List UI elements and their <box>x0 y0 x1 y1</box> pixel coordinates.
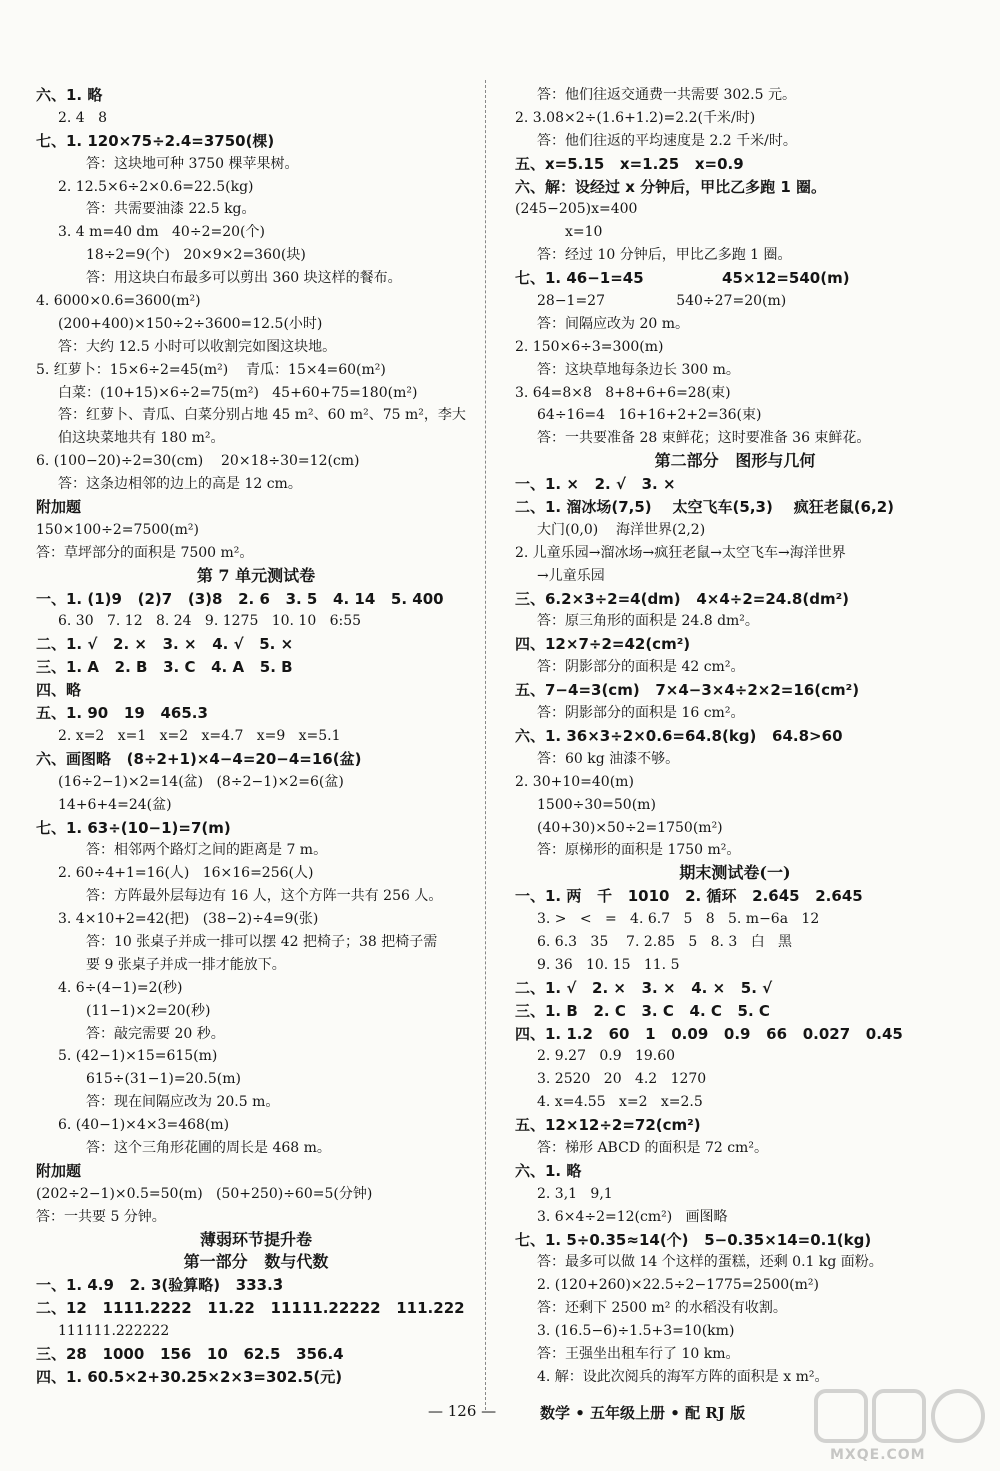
answer-line: 6. 30 7. 12 8. 24 9. 1275 10. 10 6:55 <box>58 613 362 630</box>
answer-line: 一、1. 两 千 1010 2. 循环 2.6̇4̇5 2.645 <box>515 887 863 906</box>
answer-line: 6. 6.3 35 7. 2.85 5 8. 3 白 黑 <box>537 933 793 950</box>
page-number: — 126 — <box>428 1402 497 1420</box>
answer-line: 四、1. 60.5×2+30.25×2×3=302.5(元) <box>36 1367 343 1386</box>
answer-line: 一、1. (1)9 (2)7 (3)8 2. 6 3. 5 4. 14 5. 400 <box>36 589 444 608</box>
answer-line: 一、1. 4.9 2. 3(验算略) 333.3̇ <box>36 1276 284 1295</box>
answer-line: (200+400)×150÷2÷3600=12.5(小时) <box>58 315 323 332</box>
answer-line: 答：现在间隔应改为 20.5 m。 <box>86 1094 280 1111</box>
answer-line: 答：还剩下 2500 m² 的水稻没有收割。 <box>537 1300 787 1317</box>
answer-line: 2. 30+10=40(m) <box>515 773 634 790</box>
answer-line: 2. 3.08×2÷(1.6+1.2)=2.2(千米/时) <box>515 109 756 126</box>
book-title: 数学 • 五年级上册 • 配 RJ 版 <box>540 1404 746 1422</box>
answer-line: 2. 4 8 <box>58 109 107 126</box>
watermark-text: MXQE.COM <box>830 1447 926 1463</box>
answer-line: 答：这个三角形花圃的周长是 468 m。 <box>86 1139 331 1156</box>
answer-line: 5. (42−1)×15=615(m) <box>58 1048 218 1065</box>
answer-line: 附加题 <box>36 1161 82 1180</box>
answer-line: 1500÷30=50(m) <box>537 796 656 813</box>
answer-line: 3. > < = 4. 6.7 5 8 5. m−6a 12 <box>537 911 820 928</box>
answer-line: 答：敲完需要 20 秒。 <box>86 1025 225 1042</box>
answer-line: 五、12×12÷2=72(cm²) <box>515 1116 701 1135</box>
answer-line: 615÷(31−1)=20.5(m) <box>86 1071 241 1088</box>
answer-line: 三、1. B 2. C 3. C 4. C 5. C <box>515 1001 770 1020</box>
answer-line: 3. (16.5−6)÷1.5+3=10(km) <box>537 1323 735 1340</box>
answer-line: 六、解：设经过 x 分钟后，甲比乙多跑 1 圈。 <box>515 177 827 196</box>
answer-line: 答：阴影部分的面积是 42 cm²。 <box>537 659 745 676</box>
answer-line: 七、1. 46−1=45 45×12=540(m) <box>515 269 850 288</box>
answer-line: 六、1. 略 <box>515 1161 582 1180</box>
answer-line: 答：草坪部分的面积是 7500 m²。 <box>36 544 254 561</box>
answer-line: 答：这块地可种 3750 棵苹果树。 <box>86 155 299 172</box>
section-heading: 第二部分 图形与几何 <box>654 451 816 471</box>
section-heading: 薄弱环节提升卷 <box>199 1229 312 1249</box>
answer-line: 七、1. 63÷(10−1)=7(m) <box>36 818 231 837</box>
answer-line: 答：这块草地每条边长 300 m。 <box>537 361 740 378</box>
answer-line: 四、12×7÷2=42(cm²) <box>515 635 691 654</box>
answer-line: 答：用这块白布最多可以剪出 360 块这样的餐布。 <box>86 270 402 287</box>
answer-line: 14+6+4=24(盆) <box>58 796 172 813</box>
watermark-stamp-icon <box>810 1385 990 1445</box>
answer-line: (40+30)×50÷2=1750(m²) <box>537 819 723 836</box>
answer-line: 2. 150×6÷3=300(m) <box>515 338 664 355</box>
answer-line: 2. 3,1 9,1 <box>537 1185 613 1202</box>
answer-line: 答：红萝卜、青瓜、白菜分别占地 45 m²、60 m²、75 m²，李大 <box>58 407 466 424</box>
answer-line: 9. 36 10. 15 11. 5 <box>537 956 680 973</box>
answer-line: 答：大约 12.5 小时可以收割完如图这块地。 <box>58 338 337 355</box>
answer-line: 2. (120+260)×22.5÷2−1775=2500(m²) <box>537 1277 819 1294</box>
answer-line: 要 9 张桌子并成一排才能放下。 <box>86 956 286 973</box>
answer-line: 二、1. √ 2. × 3. × 4. √ 5. × <box>36 635 294 654</box>
answer-line: 白菜：(10+15)×6÷2=75(m²) 45+60+75=180(m²) <box>58 384 418 401</box>
answer-line: 答：相邻两个路灯之间的距离是 7 m。 <box>86 842 328 859</box>
column-divider <box>485 80 486 1410</box>
answer-line: 3. 4×10+2=42(把) (38−2)÷4=9(张) <box>58 911 319 928</box>
answer-line: 3. 6×4÷2=12(cm²) 画图略 <box>537 1208 728 1225</box>
answer-line: 三、28 1000 156 10 62.5 356.4 <box>36 1344 344 1363</box>
answer-line: 4. 6000×0.6=3600(m²) <box>36 293 201 310</box>
section-heading: 期末测试卷(一) <box>679 863 791 883</box>
answer-line: 附加题 <box>36 498 82 517</box>
answer-line: 五、1. 90 19 465.3 <box>36 704 208 723</box>
answer-line: 六、1. 略 <box>36 86 103 104</box>
answer-line: 5. 红萝卜：15×6÷2=45(m²) 青瓜：15×4=60(m²) <box>36 361 386 378</box>
answer-line: 答：阴影部分的面积是 16 cm²。 <box>537 705 745 722</box>
answer-line: 大门(0,0) 海洋世界(2,2) <box>537 521 706 538</box>
answer-line: 答：他们往返交通费一共需要 302.5 元。 <box>537 87 796 103</box>
answer-line: 二、12 1111.2222 11.22 11111.22222 111.222 <box>36 1299 465 1318</box>
answer-line: 三、1. A 2. B 3. C 4. A 5. B <box>36 658 293 677</box>
right-column <box>515 84 955 1389</box>
left-column <box>36 84 476 1389</box>
answer-line: 答：经过 10 分钟后，甲比乙多跑 1 圈。 <box>537 247 792 264</box>
answer-line: 答：一共要准备 28 束鲜花；这时要准备 36 束鲜花。 <box>537 430 871 447</box>
answer-line: 3. 4 m=40 dm 40÷2=20(个) <box>58 224 265 241</box>
answer-line: 答：共需要油漆 22.5 kg。 <box>86 201 256 218</box>
answer-line: (245−205)x=400 <box>515 201 638 218</box>
answer-line: 2. x=2 x=1 x=2 x=4.7 x=9 x=5.1 <box>58 727 341 744</box>
answer-line: 三、6.2×3÷2=4(dm) 4×4÷2=24.8(dm²) <box>515 589 850 608</box>
answer-line: (202÷2−1)×0.5=50(m) (50+250)÷60=5(分钟) <box>36 1185 373 1202</box>
answer-line: 二、1. √ 2. × 3. × 4. × 5. √ <box>515 978 773 997</box>
answer-line: 四、1. 1.2 60 1 0.09 0.9 66 0.027 0.45 <box>515 1024 903 1043</box>
answer-line: 答：王强坐出租车行了 10 km。 <box>537 1345 740 1362</box>
section-heading: 第一部分 数与代数 <box>183 1252 329 1272</box>
answer-line: 七、1. 5÷0.35≈14(个) 5−0.35×14=0.1(kg) <box>515 1230 872 1249</box>
answer-line: 3. 64=8×8 8+8+6+6=28(束) <box>515 384 731 401</box>
answer-line: 答：方阵最外层每边有 16 人，这个方阵一共有 256 人。 <box>86 888 443 905</box>
answer-line: 七、1. 120×75÷2.4=3750(棵) <box>36 131 275 150</box>
answer-line: 28−1=27 540÷27=20(m) <box>537 293 787 310</box>
watermark-logo <box>810 1385 990 1465</box>
answer-line: 五、x=5.15 x=1.25 x=0.9 <box>515 154 744 173</box>
answer-line: x=10 <box>565 224 603 241</box>
answer-line: 答：原梯形的面积是 1750 m²。 <box>537 842 741 859</box>
answer-line: 4. x=4.55 x=2 x=2.5 <box>537 1094 703 1111</box>
answer-line: 111111.222222 <box>58 1323 170 1340</box>
answer-line: 答：60 kg 油漆不够。 <box>537 750 680 767</box>
answer-line: 2. 12.5×6÷2×0.6=22.5(kg) <box>58 178 254 195</box>
answer-line: 2. 60÷4+1=16(人) 16×16=256(人) <box>58 865 314 882</box>
answer-line: (11−1)×2=20(秒) <box>86 1002 211 1019</box>
answer-line: 6. (100−20)÷2=30(cm) 20×18÷30=12(cm) <box>36 453 360 470</box>
answer-line: 答：原三角形的面积是 24.8 dm²。 <box>537 613 759 630</box>
answer-line: (16÷2−1)×2=14(盆) (8÷2−1)×2=6(盆) <box>58 773 344 790</box>
answer-line: 18÷2=9(个) 20×9×2=360(块) <box>86 247 306 264</box>
answer-line: 答：间隔应改为 20 m。 <box>537 315 689 332</box>
answer-line: 64÷16=4 16+16+2+2=36(束) <box>537 407 762 424</box>
answer-line: 六、画图略 (8÷2+1)×4−4=20−4=16(盆) <box>36 749 362 768</box>
answer-line: 4. 6÷(4−1)=2(秒) <box>58 979 183 996</box>
answer-line: 六、1. 36×3÷2×0.6=64.8(kg) 64.8>60 <box>515 726 843 745</box>
answer-line: 一、1. × 2. √ 3. × <box>515 475 676 494</box>
answer-line: 伯这块菜地共有 180 m²。 <box>58 430 225 447</box>
answer-line: 6. (40−1)×4×3=468(m) <box>58 1117 230 1134</box>
answer-line: 二、1. 溜冰场(7,5) 太空飞车(5,3) 疯狂老鼠(6,2) <box>515 498 894 517</box>
answer-line: 答：10 张桌子并成一排可以摆 42 把椅子；38 把椅子需 <box>86 933 438 950</box>
answer-line: →儿童乐园 <box>537 567 605 584</box>
answer-line: 四、略 <box>36 681 82 700</box>
answer-line: 答：他们往返的平均速度是 2.2 千米/时。 <box>537 132 797 149</box>
answer-line: 答：最多可以做 14 个这样的蛋糕，还剩 0.1 kg 面粉。 <box>537 1254 883 1271</box>
answer-line: 答：这条边相邻的边上的高是 12 cm。 <box>58 476 302 493</box>
answer-line: 答：梯形 ABCD 的面积是 72 cm²。 <box>537 1139 768 1156</box>
answer-line: 150×100÷2=7500(m²) <box>36 521 199 538</box>
answer-line: 3. 2520 20 4.2 1270 <box>537 1071 707 1088</box>
answer-line: 4. 解：设此次阅兵的海军方阵的面积是 x m²。 <box>537 1368 829 1385</box>
answer-line: 五、7−4=3(cm) 7×4−3×4÷2×2=16(cm²) <box>515 681 860 700</box>
section-heading: 第 7 单元测试卷 <box>196 565 316 585</box>
answer-line: 答：一共要 5 分钟。 <box>36 1208 166 1225</box>
answer-line: 2. 儿童乐园→溜冰场→疯狂老鼠→太空飞车→海洋世界 <box>515 544 846 561</box>
answer-line: 2. 9.27 0.9 19.60 <box>537 1048 676 1065</box>
